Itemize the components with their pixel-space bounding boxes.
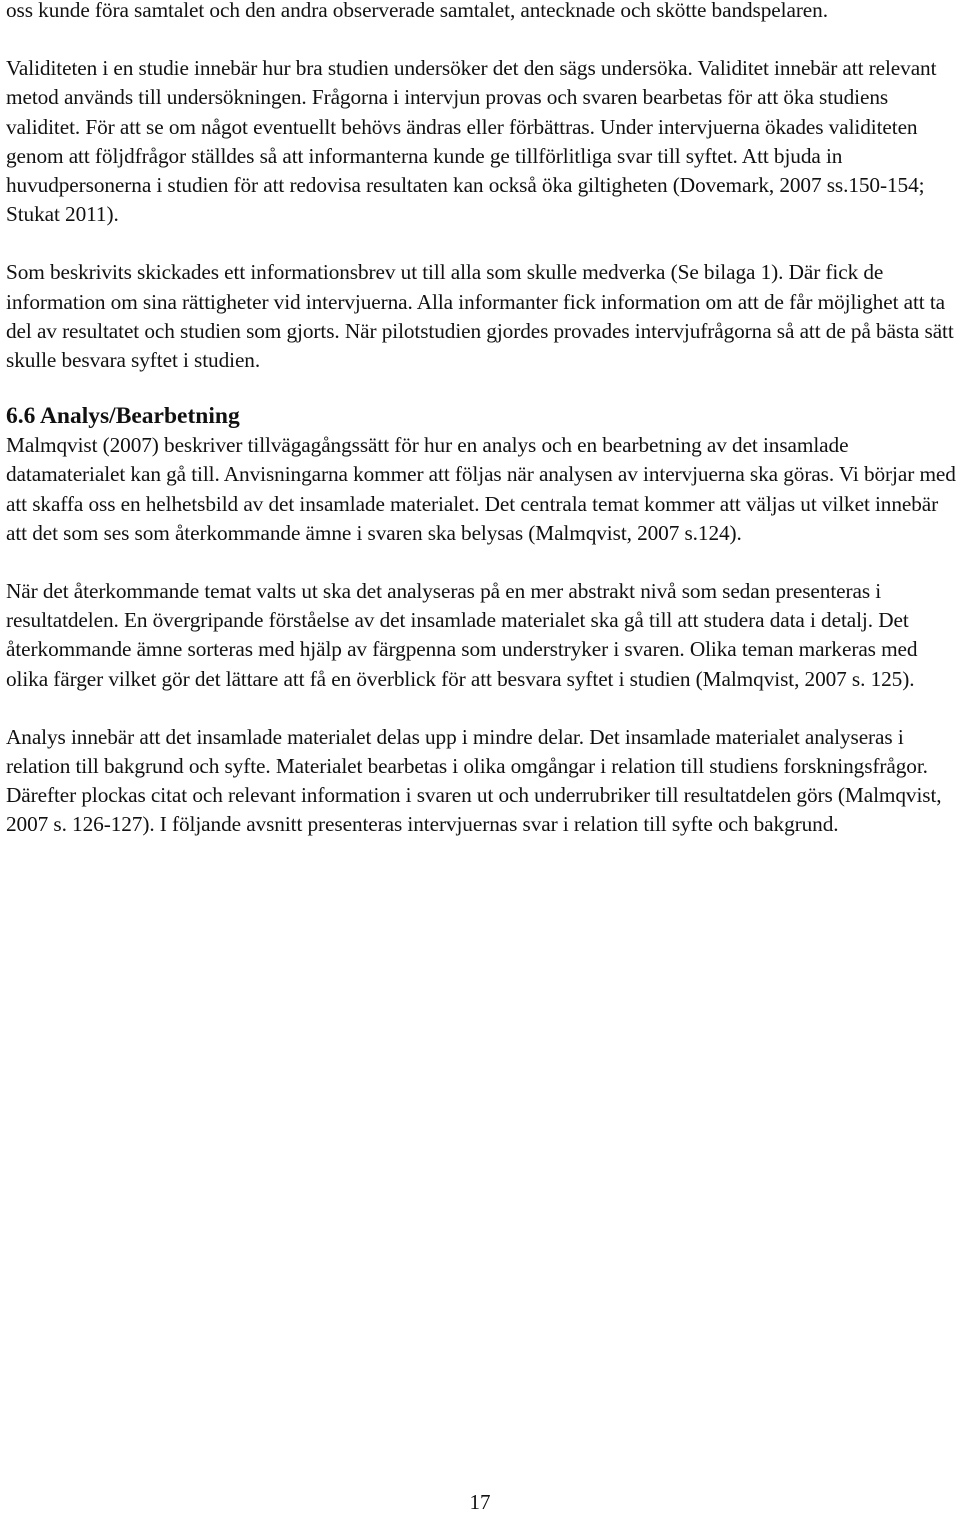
paragraph-information-letter: Som beskrivits skickades ett informationsbrev ut till alla som skulle medverka (Se bilaga 1). Där fick de information om sina rättigheter vid intervjuerna. Alla informanter fick information om att de får möjlighet att ta del av resultatet och studien som gjorts. När pilotstudien gjordes provades intervjufrågorna så att de på bästa sätt skulle besvara syftet i studien. [6,260,954,373]
section-heading-analysis: 6.6 Analys/Bearbetning [6,403,240,430]
paragraph-malmqvist-method: Malmqvist (2007) beskriver tillvägagångssätt för hur en analys och en bearbetning av det insamlade datamaterialet kan gå till. Anvisningarna kommer att följas när analysen av intervjuerna ska göras. Vi börjar med att skaffa oss en helhetsbild av det insamlade materialet. Det centrala temat kommer att väljas ut vilket innebär att det som ses som återkommande ämne i svaren ska belysas (Malmqvist, 2007 s.124). [6,433,956,545]
page-number: 17 [469,1490,491,1514]
paragraph-theme-analysis: När det återkommande temat valts ut ska det analyseras på en mer abstrakt nivå som sedan presenteras i resultatdelen. En övergripande förståelse av det insamlade materialet ska gå till att studera data i detalj. Det återkommande ämne sorteras med hjälp av färgpenna som understryker i svaren. Olika teman markeras med olika färger vilket gör det lättare att få en överblick för att besvara syftet i studien (Malmqvist, 2007 s. 125). [6,579,918,691]
paragraph-validity: Validiteten i en studie innebär hur bra studien undersöker det den sägs undersöka. Validitet innebär att relevant metod används till undersökningen. Frågorna i intervjun provas och svaren bearbetas för att öka studiens validitet. För att se om något eventuellt behövs ändras eller förbättras. Under intervjuerna ökades validiteten genom att följdfrågor ställdes så att informanterna kunde ge tillförlitliga svar till syftet. Att bjuda in huvudpersonerna i studien för att redovisa resultaten kan också öka giltigheten (Dovemark, 2007 ss.150-154; Stukat 2011). [6,56,937,227]
paragraph-continuation: oss kunde föra samtalet och den andra observerade samtalet, antecknade och skötte bandspelaren. [6,0,828,22]
paragraph-analysis-definition: Analys innebär att det insamlade materialet delas upp i mindre delar. Det insamlade materialet analyseras i relation till bakgrund och syfte. Materialet bearbetas i olika omgångar i relation till studiens forskningsfrågor. Därefter plockas citat och relevant information i svaren ut och underrubriker till resultatdelen görs (Malmqvist, 2007 s. 126-127). I följande avsnitt presenteras intervjuernas svar i relation till syfte och bakgrund. [6,724,942,837]
document-body [6,0,960,840]
